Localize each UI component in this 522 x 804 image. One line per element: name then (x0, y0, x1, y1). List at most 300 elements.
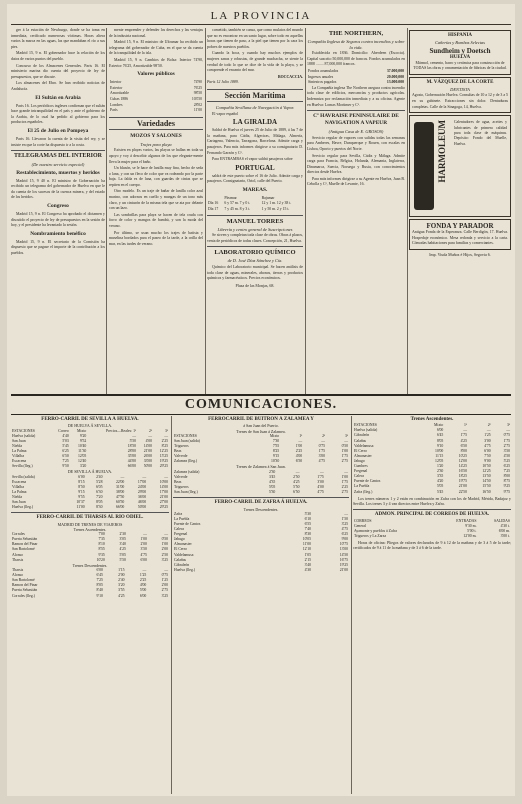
cell: 2ª (149, 428, 152, 433)
cell: 9'20 (79, 433, 87, 438)
cell: Gibraleón (354, 433, 370, 438)
dateline: París 12 Julio 1889. (207, 80, 239, 85)
cell: La Palma (12, 489, 27, 494)
cell: 5'30 (268, 490, 276, 495)
cell: 17'00 (159, 489, 168, 494)
ad-brand: HARMOLEUM (437, 120, 447, 183)
timetable (173, 434, 349, 465)
cell: 5'03 (62, 438, 69, 443)
cell: Fondos acumulados (308, 68, 339, 73)
paragraph: Las sombrillas para playa se hacen de tela cruda con forro de color y mangos de bambú, y son la moda del verano. (109, 212, 203, 229)
column-divider (305, 28, 306, 394)
cell: Escacena (12, 479, 27, 484)
cell: Calera (354, 474, 364, 479)
ad-fonda (409, 219, 511, 250)
cell: — (463, 428, 467, 433)
cell: 3'40 (304, 562, 312, 567)
paragraph: Paris 16. Los periódicos ingleses confirman que el sultán hace grande intranquilidad en el país y ante el gobierno de la Arabia, de lo cual ha pedido al gobierno para los productos españoles. (11, 103, 105, 125)
cell: Niebla (12, 495, 23, 500)
paragraph: Por último, se usan mucho los trajes de batista y muselina bordados para el paseo de la tarde, a la orilla del mar, en las tardes de verano. (109, 230, 203, 246)
cell: 1'75 (318, 449, 326, 454)
cell: Tharsis (12, 557, 24, 562)
cell: 7'25 (62, 459, 69, 464)
cell: La Puebla (174, 516, 190, 521)
cell: 2ª (487, 423, 491, 428)
cell: Fuente de Cantos (174, 522, 201, 526)
cell: 15'50 (482, 484, 491, 489)
cell: 2'75 (341, 459, 348, 464)
paragraph: Se sirven y completan toda clase de obras. Obras á plazos, venta de periódicos de todas clases. Concepción, 21, Huelva. (207, 233, 303, 243)
cell: San Juan (12, 438, 26, 443)
cell: Ramon del Pinar (12, 583, 38, 588)
cell: 1'75 (341, 479, 348, 484)
cell: 5'30 (304, 511, 312, 516)
cell: 0'50 (161, 537, 168, 542)
cell: 8'00 (503, 474, 510, 479)
cell: 8'15 (78, 479, 85, 484)
timetable-title: FERROCARRIL DE BUITRON Á ZALAMEA Y (208, 417, 314, 422)
paragraph: Cuando la boca, y cuando hay muchos ejemplos de mujeres sanas y robustas, de grande muchacha, se siente la verdad de todo lo que se dice de la vida de la playa, y se comprende el encanto del mar. (207, 51, 303, 73)
cell: 2'15 (304, 557, 312, 562)
timetable (11, 475, 169, 511)
cell: 4'50 (503, 453, 510, 458)
cell: 4'30 (304, 567, 312, 572)
cell: 1'25 (484, 433, 491, 438)
cell: 3'55 (118, 588, 125, 593)
column-4 (307, 28, 405, 392)
ad-line: M. VÁZQUEZ DE LA CORTE (426, 79, 494, 85)
cell: 6'45 (96, 573, 103, 578)
cell: 2'25 (161, 438, 168, 443)
cell: 4'25 (460, 438, 467, 443)
ad-line: Sundheim y Doetsch (429, 46, 491, 55)
cell: Almonaster (174, 542, 192, 547)
cell: Puerta Sebastián (12, 588, 38, 593)
cell: La Palma (12, 448, 27, 453)
cell: 3ª (345, 433, 348, 438)
cell: 2ª (322, 433, 326, 438)
timetable (353, 423, 511, 494)
ad-text: Agosto, Gobernación Huelva. Consultas de 10 a 12 y de 3 a 5 en su gabinete. Extracciones sin dolor. Dentaduras completas. Calle de la Sinagoga, 14, Huelva. (412, 93, 508, 109)
cell: 11'15 (435, 453, 444, 458)
cell: Jabugo (354, 458, 365, 463)
cell: 2'75 (503, 443, 510, 448)
cell: 8'00 (460, 448, 467, 453)
cell: 6'00 (140, 557, 147, 562)
cell: Trigueros (174, 444, 189, 449)
paragraph: Químico del Laboratorio municipal. Se hacen análisis de toda clase de aguas, minerales, abonos, tierras y productos químicos y farmacéuticos. Precios económicos. (207, 265, 303, 281)
cell: 31'00 (116, 484, 125, 489)
cell: 5'45 (62, 443, 69, 448)
cell: 6 y 57 m. 7 y 0 t. (224, 201, 251, 206)
cell: 1'75 (503, 438, 510, 443)
cell: 8'05 (436, 438, 444, 443)
column-divider (171, 416, 172, 794)
cell: 3'25 (161, 593, 168, 598)
cell: Valverde (174, 474, 188, 479)
timetable-title: ADMON. PRINCIPAL DE CORREOS DE HUELVA. (374, 512, 490, 518)
bottle-illustration (414, 122, 434, 210)
cell: Zafra (174, 511, 183, 516)
timetable-subtitle: MADRID DE TRENES DE VIAJEROS (57, 521, 123, 527)
cell: 66'00 (116, 505, 125, 510)
cell: 5'05 (119, 552, 126, 557)
headline: Restablecimiento, muertos y heridos (16, 169, 100, 176)
cell: San Juan (lleg.) (174, 490, 198, 495)
cell: Calañas (174, 557, 187, 562)
cell: 10'50 (482, 464, 491, 469)
paragraph: Servicio regular de vapores con salidas todas las semanas para Amberes, Havre, Dunquerque y Rouen, con escalas en Lisboa, Oporto y puertos del Norte. (307, 135, 405, 151)
paragraph: Un blusón, se le hace de lanilla muy fina, hecho de seda o lana, y con un fleco de color que va rodeando por la parte baja. La falda es de lana, con guardas de cintas que se repiten en el cuerpo. (109, 166, 203, 187)
ad-text: Mármol, cemento, barro y cerámica para construcción de TODAS las obras y ornamentación de fábricas de la ciudad. (413, 60, 507, 71)
paragraph: Servicio regular para Sevilla, Cádiz y Málaga. Admite carga para Francia, Bélgica, Holanda, Alemania, Inglaterra, Dinamarca, Suecia, Noruega y Rusia, con conocimientos directos desde Huelva. (307, 153, 405, 175)
cell: Ingresos anuales (308, 74, 334, 79)
cell: San Juan (12, 500, 26, 505)
cell: 1 y 50 m. 2 y 15 t. (261, 207, 290, 212)
bolsa-table (109, 80, 203, 114)
timetable-title: Trenes Ascendentes. (410, 417, 454, 422)
cell: 12'00 (458, 458, 467, 463)
cell: Interior (110, 80, 122, 85)
cell: 6'00 (436, 428, 444, 433)
cell: 9'25 (503, 484, 510, 489)
cell: 6'45 (436, 433, 444, 438)
cell: El Cerro (354, 448, 367, 453)
cell: Niebla (12, 443, 23, 448)
cell: 9'00 (484, 458, 491, 463)
cell: 98'50 (193, 91, 202, 96)
cell: Trigueros y La Zarza (354, 533, 387, 538)
ship-name: LA GIRALDA (232, 118, 278, 127)
cell: — (142, 568, 147, 573)
timetable (11, 429, 169, 470)
cell: 3ª (165, 428, 168, 433)
cell: 3'50 (140, 547, 147, 552)
cell: Corrales (12, 532, 25, 537)
cell: 74'90 (193, 80, 202, 85)
ad-heading: Cº HAVRAISE PENINSULAIRE DE NAVIGATION A VAPEUR (313, 113, 399, 127)
cell: 1'15 (118, 568, 125, 573)
headline: El Sultán en Arabia (35, 94, 81, 101)
cell: 60'50 (116, 500, 125, 505)
cell: 4'25 (119, 547, 126, 552)
cell: 37.000,000 (386, 68, 404, 73)
cell: El Cerro (174, 547, 187, 552)
ad-text: Antigua Fonda de la Esperanza. Calle Berdigón, 17. Huelva. Hospedaje económico. Mesa redonda y servicio a la carta. Cómodas habitaciones para familias y comerciantes. (412, 230, 508, 246)
column-divider (407, 28, 408, 394)
cell: Mixto (269, 433, 280, 438)
cell: 7'20 (96, 495, 103, 500)
section-subheading: MOZOS Y SALONES (130, 132, 182, 139)
cell: 21'00 (339, 567, 348, 572)
ad-line: HISPANIA (447, 33, 473, 38)
cell: 17'00 (137, 479, 147, 484)
paragraph: saldrá de este puerto sobre el 16 de Julio. Admite carga y pasajeros. Consignatario, Oriol, calle del Puerto. (207, 173, 303, 184)
cell: 2'25 (139, 578, 147, 583)
cell: 8'05 (96, 583, 103, 588)
cell: Corrales (lleg.) (12, 593, 35, 598)
cell: 2'00 (118, 573, 125, 578)
cell: Amortizable (110, 91, 129, 96)
section-heading-variedades: Variedades (109, 117, 203, 130)
cell: 21'00 (458, 484, 467, 489)
cell: 6'10 (304, 516, 312, 521)
cell: 9'35 (98, 552, 105, 557)
newspaper-page (7, 4, 515, 796)
table-row (353, 490, 511, 495)
cell: 2'00 (140, 542, 147, 547)
column-divider (205, 28, 206, 394)
cell: 5'25 (503, 458, 510, 463)
cell: 29'25 (159, 505, 168, 510)
masthead-rule (11, 24, 511, 25)
cell: Villalba (12, 454, 25, 459)
cell: Mixto (434, 423, 444, 428)
paragraph: mente emprender y defender los derechos y las ventajas de la industria nacional. (109, 28, 203, 38)
paragraph: Los almacenes del Ebro. Se han recibido noticias de Andalucía. (11, 81, 105, 91)
cell: 13'00 (339, 547, 348, 552)
cell: 50'00 (137, 505, 147, 510)
cell: 4'75 (341, 527, 348, 532)
cell: 9'00 (341, 537, 348, 542)
timetable-subtitle: Trenes Ascendentes. (73, 526, 107, 532)
cell: 8'30 (96, 505, 103, 510)
cell: 8'10 (98, 542, 105, 547)
cell: SALIDAS (493, 518, 510, 523)
cell: 5'50 (129, 438, 137, 443)
cell: 7 y 45 m. 8 y 3 t. (224, 207, 251, 212)
cell: — (298, 438, 303, 443)
cell: 8'40 (96, 588, 103, 593)
timetable-subtitle: Trenes de Zalamea á San Juan. (236, 464, 286, 470)
cell: 0'75 (318, 444, 326, 449)
signature: BOCCACCIA. (278, 74, 303, 79)
section-subheading: Compañía Sevillana de Navegación á Vapor. (215, 104, 295, 110)
cell: 6'25 (503, 464, 510, 469)
cell: — (506, 428, 510, 433)
cell: 21'00 (159, 495, 168, 500)
cell: 6'50 (62, 454, 69, 459)
cell: Ramon del Pinar (12, 542, 38, 547)
cell: — (164, 474, 168, 479)
cell: 44'00 (127, 459, 137, 464)
paragraph: cometido, también se cansa, que como mulatos del mundo que no es encontrar en un santo lugar, sobre todo en aquellas horas que tienen de paso, a la piel que tienen por la cara los pobres de nuestros pueblos. (207, 28, 303, 49)
cell: — (295, 469, 300, 474)
cell: 19'25 (159, 459, 168, 464)
cell: 13'50 (482, 474, 491, 479)
timetable-subtitle: DE HUELVA Á SEVILLA. (67, 423, 113, 429)
cell: Zalamea (lleg.) (174, 459, 198, 464)
cell: 1'50 (341, 516, 348, 521)
cell: 4'75 (484, 443, 491, 448)
timetable-subtitle: Trenes de San Juan á Zalamea. (236, 428, 286, 434)
ad-subheading: (Antigua Casa de E. GROSOS) (328, 129, 384, 135)
cell: Valdelamusa (354, 443, 374, 448)
cell: 11'30 (78, 448, 87, 453)
headline: Trajes para playa (140, 141, 172, 147)
cell: 14'00 (143, 443, 152, 448)
cell: 18'50 (127, 443, 137, 448)
paragraph: Concurso de los Almacenes Generales. Paris 16. El ministerio marina dio cuenta del proyecto de ley de presupuestos, que se discute. (11, 63, 105, 79)
cell: 27'00 (159, 500, 168, 505)
cell: Alonso (12, 552, 23, 557)
cell: París (110, 108, 118, 113)
cell: 14'25 (458, 464, 467, 469)
cell: 5'50 (293, 485, 300, 490)
cell: 19'25 (339, 562, 348, 567)
cell: Tharsis (12, 568, 24, 573)
cell: Beas (174, 479, 182, 484)
cell: 9'55 (78, 495, 85, 500)
section-subheading: (De nuestro servicio especial) (31, 162, 85, 168)
cell: 10'00 (159, 479, 168, 484)
cell: 4'25 (118, 593, 125, 598)
cell: Cumbres (354, 464, 368, 469)
cell: 5'05 (268, 485, 276, 490)
cell: 8'30 (304, 532, 312, 537)
cell: 3'35 (436, 474, 444, 479)
cell: 5'00 t. (467, 528, 477, 533)
cell: Zalamea (salida) (174, 469, 200, 474)
cell: 16'75 (339, 557, 348, 562)
timetable-subtitle: DE SEVILLA Á HUELVA. (67, 469, 113, 475)
paragraph: Paris 16. Llevaron la cuenta de la visita del rey, y se insiste en que la corte ha dispuesto ir a la costa. (11, 136, 105, 147)
cell: 9'15 (272, 454, 280, 459)
cell: 46'00 (137, 500, 147, 505)
cell: 38'00 (116, 489, 125, 494)
cell: 3'00 t. (500, 533, 510, 538)
cell: 9'10 (436, 443, 444, 448)
paragraph: La Compañía inglesa The Northern asegura contra incendio toda clase de edificios, mercancías y productos agrícolas. Indemniza por reclamación inmediata y a su oficina. Agente en Huelva: Lomas Mortimer y Cª. (307, 85, 405, 107)
cell: 10'75 (339, 542, 348, 547)
cell: 22'50 (458, 489, 467, 494)
cell: 0'75 (503, 433, 510, 438)
cell: 10'37 (76, 500, 85, 505)
cell: Fregenal (354, 469, 368, 474)
cell: 10'40 (78, 443, 87, 448)
paragraph: Madrid 15, 9 n. El Congreso ha aprobado el dictamen y discutido el proyecto de ley de presupuestos en la sesión de hoy, y el presidente ha levantado la sesión. (11, 212, 105, 228)
ad-heading: MANUEL TORRES (226, 217, 284, 225)
cell: 10'25 (458, 453, 467, 458)
ad-subheading: Librería y centro general de Suscripciones (217, 226, 293, 232)
timetable-title: FERRO-CARRIL DE THARSIS AL RIO ODIEL. (36, 515, 144, 521)
cell: Fregenal (174, 532, 188, 537)
paragraph: El vapor español (212, 111, 239, 116)
cell: Cubas 1886 (110, 96, 129, 101)
cell: 3'00 (317, 479, 324, 484)
cell: General (354, 523, 367, 528)
cell: 16'50 (458, 469, 467, 474)
cell: 28'02 (193, 102, 202, 107)
cell: 1'00 (341, 449, 348, 454)
headline: Valores públicos (137, 71, 175, 78)
cell: — (148, 433, 152, 438)
paragraph: Horas de oficina: Pliegos de valores declarados de 9 á 12 de la mañana y de 3 á 5 de la tarde; certificados de 9 á 11 de la mañana y de 3 á 6 de la tarde. (353, 540, 511, 551)
cell: 4'20 (436, 479, 444, 484)
cell: 2'25 (295, 449, 303, 454)
ad-subheading: de D. José Díaz Sánchez y Cía. (227, 258, 283, 264)
cell: 0'75 (161, 573, 168, 578)
cell: 24'00 (137, 484, 147, 489)
ship-name: PORTUGAL (235, 163, 275, 172)
section-heading-telegramas: TELEGRAMAS DEL INTERIOR (13, 153, 103, 160)
cell: 5'28 (96, 479, 103, 484)
table-row (173, 568, 349, 573)
cell: 66'00 (127, 464, 137, 469)
cell: 4'75 (318, 459, 326, 464)
ad-heading: LABORATORIO QUÍMICO (214, 249, 296, 257)
cell: 6'00 (96, 568, 103, 573)
divider (207, 246, 303, 247)
cell: 29'00 (137, 489, 147, 494)
timetable-subtitle: Trenes Descendentes. (243, 506, 279, 512)
cell: 26'00 (143, 454, 152, 459)
cell: 1'05 (304, 552, 312, 557)
cell: 4'30 t. (500, 523, 510, 528)
cell: Beas (174, 449, 182, 454)
cell: Almonaster (354, 453, 372, 458)
cell: 2'30 (268, 469, 276, 474)
cell: 1'25 (139, 573, 147, 578)
cell: 22'00 (116, 479, 125, 484)
cell: 1'75 (460, 433, 467, 438)
cell: 28'00 (127, 448, 137, 453)
cell: 20.000,000 (386, 74, 404, 79)
cell: 6'50 (460, 443, 467, 448)
cell: Huelva (lleg.) (12, 505, 34, 510)
cell: 1'00 (140, 537, 147, 542)
cell: 6'05 (96, 484, 103, 489)
cell: 3ª (507, 423, 510, 428)
cell: 9'75 (503, 489, 510, 494)
cell: 2'40 (96, 474, 103, 479)
ad-text: Calentadores de agua, aceites y lubricantes de primera calidad para toda clase de máquinas. Depósito: Fondo del Muelle, Huelva. (454, 120, 507, 146)
cell: 3'00 (484, 438, 491, 443)
cell: Calañas (354, 438, 367, 443)
cell: Puerta Sebastián (12, 537, 38, 542)
timetable-zafra (353, 416, 511, 792)
cell: 4'75 (317, 490, 324, 495)
cell: ENTRADAS (456, 518, 477, 523)
table-row (11, 505, 169, 510)
cell: La Puebla (354, 484, 370, 489)
timetable (11, 568, 169, 599)
masthead-title: LA PROVINCIA (210, 10, 312, 22)
cell: Trigueros (174, 485, 189, 490)
cell: Sevilla (salida) (12, 474, 35, 479)
cell: 8'25 (161, 443, 168, 448)
address: Plaza de las Monjas, 68. (235, 282, 275, 288)
cell: 3'00 (318, 454, 326, 459)
correos-table (353, 519, 511, 539)
column-divider (106, 28, 107, 394)
timetable-title: FERRO-CARRIL DE SEVILLA Á HUELVA. (41, 417, 139, 422)
column-1 (11, 28, 105, 392)
cell: 1'00 (295, 444, 303, 449)
cell: — (120, 474, 125, 479)
cell: — (143, 532, 147, 537)
headline: Nombramiento benéfico (30, 230, 86, 237)
cell: 10'20 (96, 557, 105, 562)
ad-line: DENTISTA (450, 86, 470, 92)
paragraph: Madrid 15, 9 40 n. El ministro de Gobernación ha recibido un telegrama del gobernador de Huelva en que le da cuenta de los sucesos de la cuenca minera, y del estado de los heridos. (11, 178, 105, 200)
cell: 7'50 (484, 453, 491, 458)
column-5 (409, 28, 511, 392)
cell: 7'25 (96, 578, 103, 583)
cell: CORREOS (354, 518, 372, 523)
cell: 36'00 (137, 495, 147, 500)
cell: 12 y 1 m. 12 y 38 t. (261, 201, 292, 206)
